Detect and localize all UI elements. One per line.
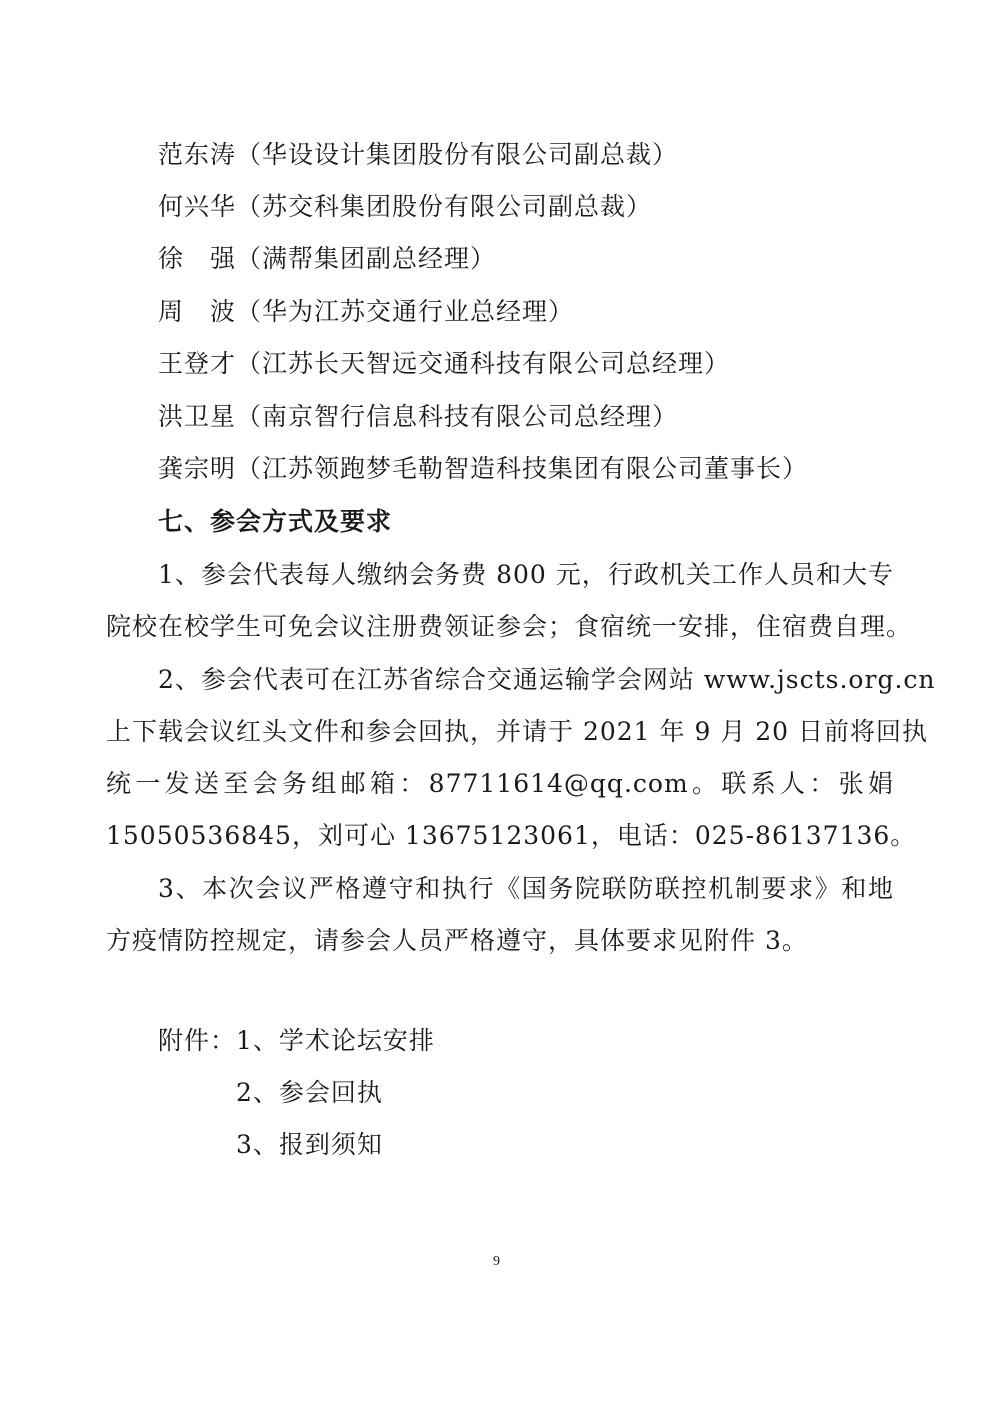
item2-line3: 统一发送至会务组邮箱：87711614@qq.com。联系人：张娟 <box>106 769 894 798</box>
attendee-line: 龚宗明（江苏领跑梦毛勒智造科技集团有限公司董事长） <box>158 454 809 483</box>
attendee-line: 洪卫星（南京智行信息科技有限公司总经理） <box>158 402 679 431</box>
attachment-item: 3、报到须知 <box>236 1130 383 1159</box>
attachment-item: 1、学术论坛安排 <box>236 1026 435 1055</box>
attachment-item: 2、参会回执 <box>236 1078 383 1107</box>
attendee-line: 周 波（华为江苏交通行业总经理） <box>158 297 575 326</box>
section-heading: 七、参会方式及要求 <box>158 507 393 536</box>
item3-line2: 方疫情防控规定，请参会人员严格遵守，具体要求见附件 3。 <box>106 926 808 955</box>
item1-line2: 院校在校学生可免会议注册费领证参会；食宿统一安排，住宿费自理。 <box>106 612 913 641</box>
attendee-line: 徐 强（满帮集团副总经理） <box>158 244 497 273</box>
attendee-line: 王登才（江苏长天智远交通科技有限公司总经理） <box>158 349 731 378</box>
attachments-label: 附件： <box>158 1026 237 1055</box>
item1-line1: 1、参会代表每人缴纳会务费 800 元，行政机关工作人员和大专 <box>158 560 894 589</box>
page-number: 9 <box>493 1254 500 1269</box>
attendee-line: 何兴华（苏交科集团股份有限公司副总裁） <box>158 192 653 221</box>
item2-line1: 2、参会代表可在江苏省综合交通运输学会网站 www.jscts.org.cn <box>158 665 936 694</box>
item3-line1: 3、本次会议严格遵守和执行《国务院联防联控机制要求》和地 <box>158 874 894 903</box>
attendee-line: 范东涛（华设设计集团股份有限公司副总裁） <box>158 140 679 169</box>
item2-line2: 上下载会议红头文件和参会回执，并请于 2021 年 9 月 20 日前将回执 <box>106 717 929 746</box>
item2-line4: 15050536845，刘可心 13675123061，电话：025-86137136。 <box>106 821 917 850</box>
